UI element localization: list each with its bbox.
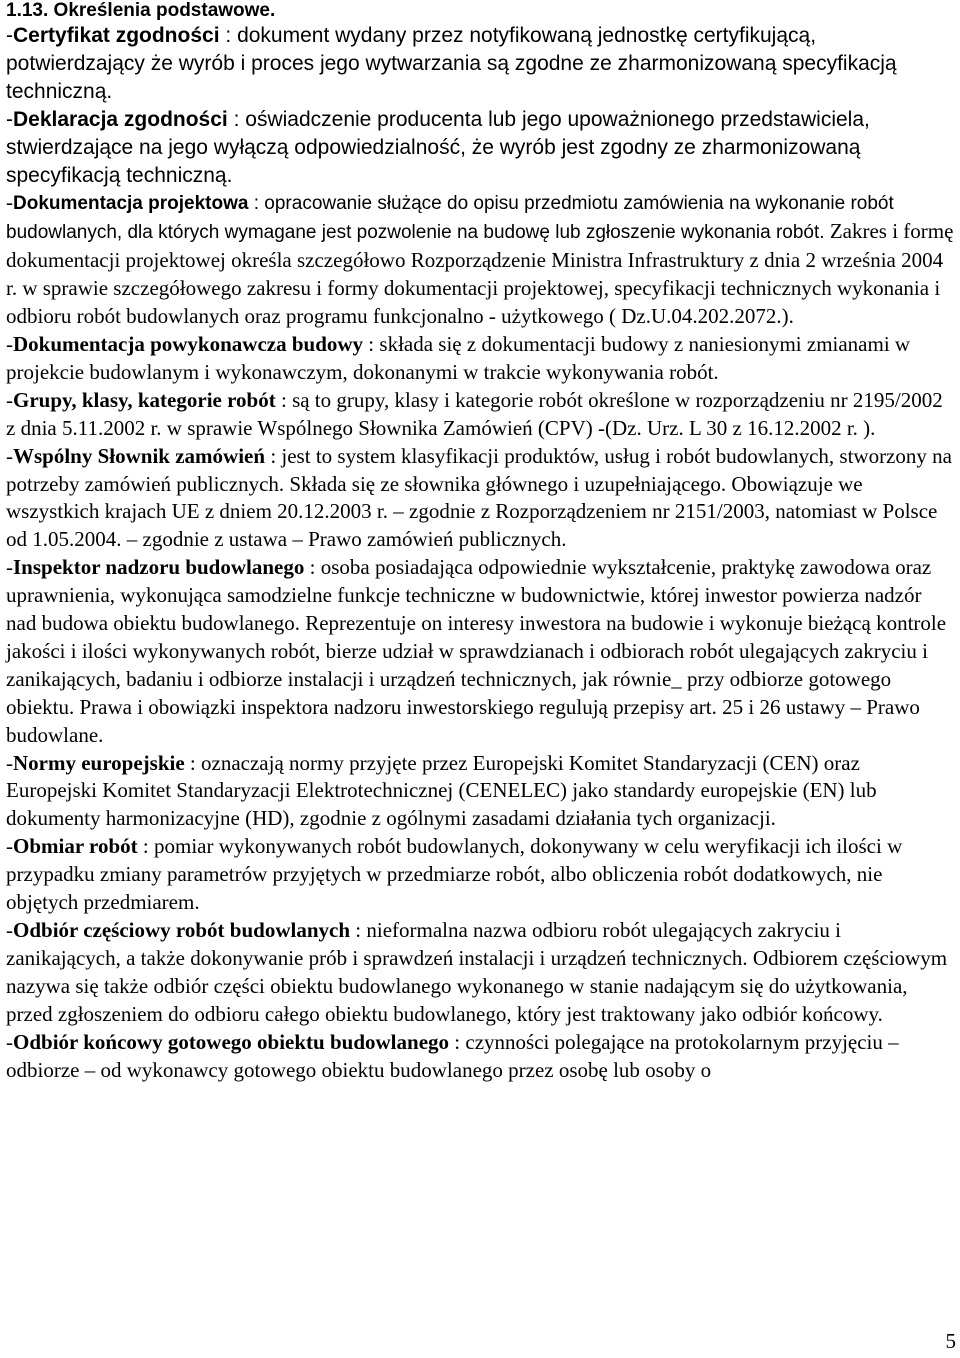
definition-term: Odbiór końcowy gotowego obiektu budowlanego [13, 1029, 450, 1054]
definition-term: Odbiór częściowy robót budowlanych [13, 918, 351, 942]
definition-text: Zakres i formę dokumentacji projektowej określa szczegółowo Rozporządzenie Ministra Infrastruktury z dnia 2 września 2004 r. w sprawie szczegółowego zakresu i formy dokumentacji projektowej, specyfikacji technicznych wykonania i odbioru robót budowlanych oraz programu funkcjonalno - użytkowego ( Dz.U.04.202.2072.). [6, 219, 954, 329]
section-heading: 1.13. Określenia podstawowe. [6, 0, 276, 21]
document-page [6, 0, 956, 1084]
definitions-list [6, 22, 956, 1084]
definition-text: oznaczają normy przyjęte przez Europejski Komitet Standaryzacji (CEN) oraz Europejski Komitet Standaryzacji Elektrotechnicznej (CENELEC) jako standardy europejskie (EN) lub dokumenty harmonizacyjne (HD), zgodnie z ogólnymi zasadami działania tych organizacji. [6, 750, 877, 831]
definition-normy-europejskie: -Normy europejskie : oznaczają normy przyjęte przez Europejski Komitet Standaryzacji (CEN) oraz Europejski Komitet Standaryzacji Elektrotechnicznej (CENELEC) jako standardy europejskie (EN) lub dokumenty harmonizacyjne (HD), zgodnie z ogólnymi zasadami działania tych organizacji. [6, 750, 877, 831]
page-number: 5 [945, 1329, 956, 1353]
definition-term: Wspólny Słownik zamówień [13, 443, 266, 468]
definition-odbior-koncowy: -Odbiór końcowy gotowego obiektu budowlanego : czynności polegające na protokolarnym przyjęciu – odbiorze – od wykonawcy gotowego obiektu budowlanego przez osobę lub osoby o [6, 1029, 899, 1082]
definition-term: Obmiar robót [13, 834, 138, 859]
definition-grupy-klasy: -Grupy, klasy, kategorie robót : są to grupy, klasy i kategorie robót określone w rozporządzeniu nr 2195/2002 z dnia 5.11.2002 r. w sprawie Wspólnego Słownika Zamówień (CPV) -(Dz. Urz. L 30 z 16.12.2002 r. ). [6, 387, 943, 440]
definition-text-sans: opracowanie służące do opisu przedmiotu zamówienia na wykonanie robót budowlanych, dla których wymagane jest pozwolenie na budowę lub zgłoszenie wykonania robót. [6, 193, 894, 244]
definition-obmiar-robot: -Obmiar robót : pomiar wykonywanych robót budowlanych, dokonywany w celu weryfikacji ich ilości w przypadku zmiany parametrów przyjętych w przedmiarze robót, albo obliczenia robót dodatkowych, nie objętych przedmiarem. [6, 834, 903, 915]
definition-dokumentacja-powykonawcza: -Dokumentacja powykonawcza budowy : składa się z dokumentacji budowy z naniesionymi zmianami w projekcie budowlanym i wykonawczym, dokonanymi w trakcie wykonywania robót. [6, 331, 911, 384]
definition-odbior-czesciowy: -Odbiór częściowy robót budowlanych : nieformalna nazwa odbioru robót ulegających zakryciu i zanikających, a także dokonywanie prób i sprawdzeń instalacji i urządzeń technicznych. Odbiorem częściowym nazywa się także odbiór części obiektu budowlanego wykonanego w stanie nadającym się do użytkowania, przed zgłoszeniem do odbioru całego obiektu budowlanego, który jest traktowany jako odbiór końcowy. [6, 918, 948, 1026]
definition-term: Grupy, klasy, kategorie robót [13, 387, 276, 412]
definition-text: oświadczenie producenta lub jego upoważnionego przedstawiciela, stwierdzające na jego wyłączą odpowiedzialność, że wyrób jest zgodny ze zharmonizowaną specyfikacją techniczną. [6, 107, 870, 187]
definition-term: Normy europejskie [13, 750, 185, 775]
definition-text: nieformalna nazwa odbioru robót ulegających zakryciu i zanikających, a także dokonywanie prób i sprawdzeń instalacji i urządzeń technicznych. Odbiorem częściowym nazywa się także odbiór części obiektu budowlanego wykonanego w stanie nadającym się do użytkowania, przed zgłoszeniem do odbioru całego obiektu budowlanego, który jest traktowany jako odbiór końcowy. [6, 918, 948, 1026]
definition-term: Deklaracja zgodności [13, 107, 228, 131]
definition-wspolny-slownik: -Wspólny Słownik zamówień : jest to system klasyfikacji produktów, usług i robót budowlanych, stworzony na potrzeby zamówień publicznych. Składa się ze słownika głównego i uzupełniającego. Obowiązuje we wszystkich krajach UE z dniem 20.12.2003 r. – zgodnie z Rozporządzeniem nr 2151/2003, natomiast w Polsce od 1.05.2004. – zgodnie z ustawa – Prawo zamówień publicznych. [6, 443, 952, 552]
definition-dokumentacja-projektowa: -Dokumentacja projektowa : opracowanie służące do opisu przedmiotu zamówienia na wykonanie robót budowlanych, dla których wymagane jest pozwolenie na budowę lub zgłoszenie wykonania robót. Zakres i formę dokumentacji projektowej określa szczegółowo Rozporządzenie Ministra Infrastruktury z dnia 2 września 2004 r. w sprawie szczegółowego zakresu i formy dokumentacji projektowej, specyfikacji technicznych wykonania i odbioru robót budowlanych oraz programu funkcjonalno - użytkowego ( Dz.U.04.202.2072.). [6, 190, 954, 329]
definition-text: jest to system klasyfikacji produktów, usług i robót budowlanych, stworzony na potrzeby zamówień publicznych. Składa się ze słownika głównego i uzupełniającego. Obowiązuje we wszystkich krajach UE z dniem 20.12.2003 r. – zgodnie z Rozporządzeniem nr 2151/2003, natomiast w Polsce od 1.05.2004. – zgodnie z ustawa – Prawo zamówień publicznych. [6, 443, 952, 552]
definition-term: Dokumentacja powykonawcza budowy [13, 331, 364, 356]
definition-text: składa się z dokumentacji budowy z naniesionymi zmianami w projekcie budowlanym i wykonawczym, dokonanymi w trakcie wykonywania robót. [6, 331, 911, 384]
definition-deklaracja: -Deklaracja zgodności : oświadczenie producenta lub jego upoważnionego przedstawiciela, stwierdzające na jego wyłączą odpowiedzialność, że wyrób jest zgodny ze zharmonizowaną specyfikacją techniczną. [6, 107, 870, 187]
definition-term: Inspektor nadzoru budowlanego [13, 555, 305, 580]
definition-inspektor-nadzoru: -Inspektor nadzoru budowlanego : osoba posiadająca odpowiednie wykształcenie, praktykę zawodowa oraz uprawnienia, wykonująca samodzielne funkcje techniczne w budownictwie, której inwestor powierza nadzór nad budowa obiektu budowlanego. Reprezentuje on interesy inwestora na budowie i wykonuje bieżącą kontrole jakości i ilości wykonywanych robót, bierze udział w sprawdzianach i odbiorach robót ulegających zakryciu i zanikających, badaniu i odbiorze instalacji i urządzeń technicznych, jak równie_ przy odbiorze gotowego obiektu. Prawa i obowiązki inspektora nadzoru inwestorskiego regulują przepisy art. 25 i 26 ustawy – Prawo budowlane. [6, 555, 947, 747]
definition-term: Dokumentacja projektowa [13, 193, 249, 215]
definition-text: czynności polegające na protokolarnym przyjęciu – odbiorze – od wykonawcy gotowego obiektu budowlanego przez osobę lub osoby o [6, 1029, 899, 1082]
definition-term: Certyfikat zgodności [13, 24, 220, 47]
definition-text: są to grupy, klasy i kategorie robót określone w rozporządzeniu nr 2195/2002 z dnia 5.11.2002 r. w sprawie Wspólnego Słownika Zamówień (CPV) -(Dz. Urz. L 30 z 16.12.2002 r. ). [6, 387, 943, 440]
definition-text: pomiar wykonywanych robót budowlanych, dokonywany w celu weryfikacji ich ilości w przypadku zmiany parametrów przyjętych w przedmiarze robót, albo obliczenia robót dodatkowych, nie objętych przedmiarem. [6, 834, 903, 915]
definition-text: dokument wydany przez notyfikowaną jednostkę certyfikującą, potwierdzający że wyrób i proces jego wytwarzania są zgodne ze zharmonizowaną specyfikacją techniczną. [6, 24, 897, 103]
definition-certyfikat: -Certyfikat zgodności : dokument wydany przez notyfikowaną jednostkę certyfikującą, potwierdzający że wyrób i proces jego wytwarzania są zgodne ze zharmonizowaną specyfikacją techniczną. [6, 24, 897, 103]
definition-text: osoba posiadająca odpowiednie wykształcenie, praktykę zawodowa oraz uprawnienia, wykonująca samodzielne funkcje techniczne w budownictwie, której inwestor powierza nadzór nad budowa obiektu budowlanego. Reprezentuje on interesy inwestora na budowie i wykonuje bieżącą kontrole jakości i ilości wykonywanych robót, bierze udział w sprawdzianach i odbiorach robót ulegających zakryciu i zanikających, badaniu i odbiorze instalacji i urządzeń technicznych, jak równie_ przy odbiorze gotowego obiektu. Prawa i obowiązki inspektora nadzoru inwestorskiego regulują przepisy art. 25 i 26 ustawy – Prawo budowlane. [6, 555, 947, 747]
